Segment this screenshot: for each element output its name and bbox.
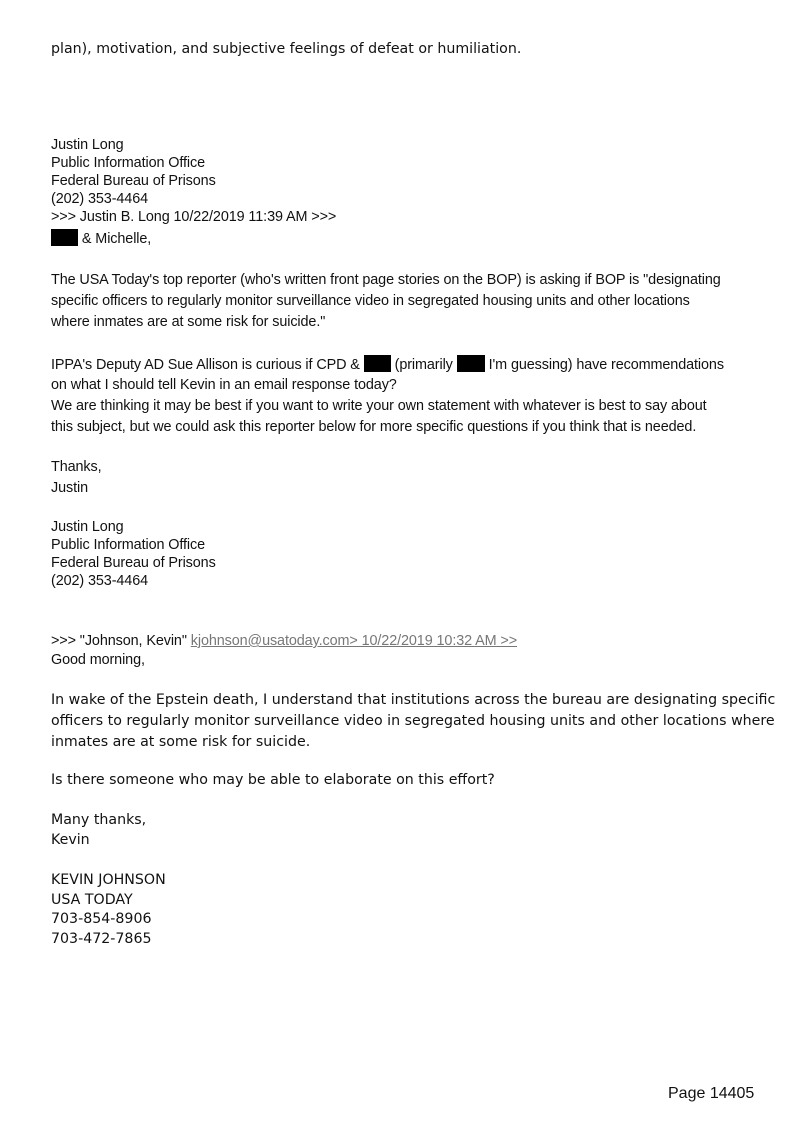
header-prefix: >>> "Johnson, Kevin" <box>51 633 187 649</box>
text-fragment: I'm guessing) have recommendations <box>488 357 724 373</box>
paragraph-line: We are thinking it may be best if you want to write your own statement with whatever is best to say about <box>51 398 707 414</box>
closing-name: Justin <box>51 480 88 496</box>
paragraph-line: officers to regularly monitor surveillance video in segregated housing units and other locations where <box>51 713 775 729</box>
page-number: Page 14405 <box>668 1085 755 1102</box>
question-line: Is there someone who may be able to elaborate on this effort? <box>51 772 495 788</box>
paragraph-line: specific officers to regularly monitor surveillance video in segregated housing units and other locations <box>51 293 690 309</box>
email-header: >>> Justin B. Long 10/22/2019 11:39 AM >>> <box>51 209 337 225</box>
paragraph-line: The USA Today's top reporter (who's written front page stories on the BOP) is asking if BOP is "designating <box>51 272 721 288</box>
signature-phone: (202) 353-4464 <box>51 191 149 207</box>
redaction-box <box>457 355 485 372</box>
paragraph-line: inmates are at some risk for suicide. <box>51 734 311 750</box>
text-fragment: IPPA's Deputy AD Sue Allison is curious if CPD & <box>51 357 360 373</box>
greeting-text: & Michelle, <box>81 231 152 247</box>
signature-agency: Federal Bureau of Prisons <box>51 173 216 189</box>
closing: Thanks, <box>51 459 102 475</box>
signature-phone: 703-854-8906 <box>51 911 152 927</box>
signature-name: Justin Long <box>51 137 124 153</box>
greeting: Good morning, <box>51 652 145 668</box>
signature-office: Public Information Office <box>51 155 206 171</box>
paragraph-line: on what I should tell Kevin in an email response today? <box>51 377 397 393</box>
closing: Many thanks, <box>51 812 147 828</box>
text-fragment: (primarily <box>394 357 453 373</box>
paragraph-line: In wake of the Epstein death, I understand that institutions across the bureau are designating specific <box>51 692 776 708</box>
signature-name: Justin Long <box>51 519 124 535</box>
email-link[interactable]: kjohnson@usatoday.com> 10/22/2019 10:32 AM >> <box>190 633 518 649</box>
signature-office: Public Information Office <box>51 537 206 553</box>
email-header <box>51 632 517 651</box>
redaction-box <box>364 355 391 372</box>
closing-name: Kevin <box>51 832 90 848</box>
greeting-line <box>51 229 151 249</box>
redaction-box <box>51 229 78 246</box>
paragraph-line: this subject, but we could ask this reporter below for more specific questions if you think that is needed. <box>51 419 697 435</box>
paragraph-line: where inmates are at some risk for suicide." <box>51 314 326 330</box>
signature-phone: 703-472-7865 <box>51 931 152 947</box>
signature-agency: Federal Bureau of Prisons <box>51 555 216 571</box>
paragraph-line-redacted <box>51 355 724 375</box>
signature-phone: (202) 353-4464 <box>51 573 149 589</box>
signature-name: KEVIN JOHNSON <box>51 872 166 888</box>
signature-org: USA TODAY <box>51 892 133 908</box>
continuation-text: plan), motivation, and subjective feelings of defeat or humiliation. <box>51 41 522 57</box>
